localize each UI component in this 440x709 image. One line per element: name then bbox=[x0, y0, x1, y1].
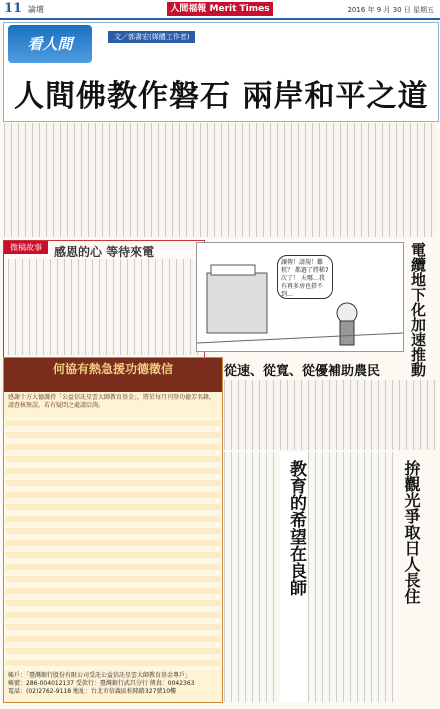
ad-footer-line: 電話：(02)2762-9118 地址：台北市信義區松隆路327號10樓 bbox=[8, 688, 177, 695]
ad-subtitle: 感謝十方大德護持「公益信託星雲大師教育基金」，將於每月刊登功德芳名錄，請查核無誤，若有疑問之處請洽詢。 bbox=[4, 392, 222, 418]
story-box bbox=[3, 240, 205, 360]
farmers-article-text bbox=[224, 380, 436, 450]
donor-list-table bbox=[6, 420, 220, 670]
section-name: 論壇 bbox=[28, 5, 44, 14]
education-article-text bbox=[224, 452, 280, 702]
headline-banner bbox=[3, 22, 439, 122]
editorial-cartoon bbox=[196, 242, 404, 352]
newspaper-logo: 人間福報 Merit Times bbox=[167, 2, 273, 16]
education-article-text-2 bbox=[308, 452, 394, 702]
byline: 文／郭書宏(媒體工作者) bbox=[108, 31, 195, 43]
story-box-tag: 微稿故事 bbox=[4, 241, 48, 254]
ad-footer-line: 帳號：286-004012137 受款行：臺灣銀行武昌分行 傳真：0042363 bbox=[8, 680, 195, 687]
power-grid-title: 電纜地下化加速推動 bbox=[409, 242, 427, 377]
tourism-title: 拚觀光爭取日人長住 bbox=[402, 460, 421, 604]
ad-footer bbox=[4, 670, 222, 702]
ad-title: 何協有熱急援功德徵信 bbox=[4, 358, 222, 392]
story-box-text bbox=[8, 259, 200, 355]
issue-date: 2016 年 9 月 30 日 星期五 bbox=[347, 6, 434, 14]
page-number: 11 bbox=[4, 1, 23, 16]
donation-ad bbox=[3, 357, 223, 703]
page-header bbox=[0, 0, 440, 20]
story-box-title: 感恩的心 等待來電 bbox=[54, 245, 155, 259]
farmers-subhead: 從速、從寬、從優補助農民 bbox=[224, 364, 381, 379]
column-tag: 看人間 bbox=[8, 25, 92, 63]
education-article bbox=[224, 452, 394, 702]
education-title: 教育的希望在良師 bbox=[286, 460, 306, 596]
main-headline: 人間佛教作磐石 兩岸和平之道 bbox=[14, 79, 429, 114]
cartoon-speech-bubble: 讓傳！請規！難租？ 都過了將稀7次了！ 天哪…我有再多房也搭不到… bbox=[277, 255, 333, 299]
article-body-text bbox=[4, 123, 436, 237]
ad-footer-line: 帳戶：「臺灣銀行股份有限公司受託公益信託星雲大師教育基金專戶」 bbox=[8, 672, 192, 679]
